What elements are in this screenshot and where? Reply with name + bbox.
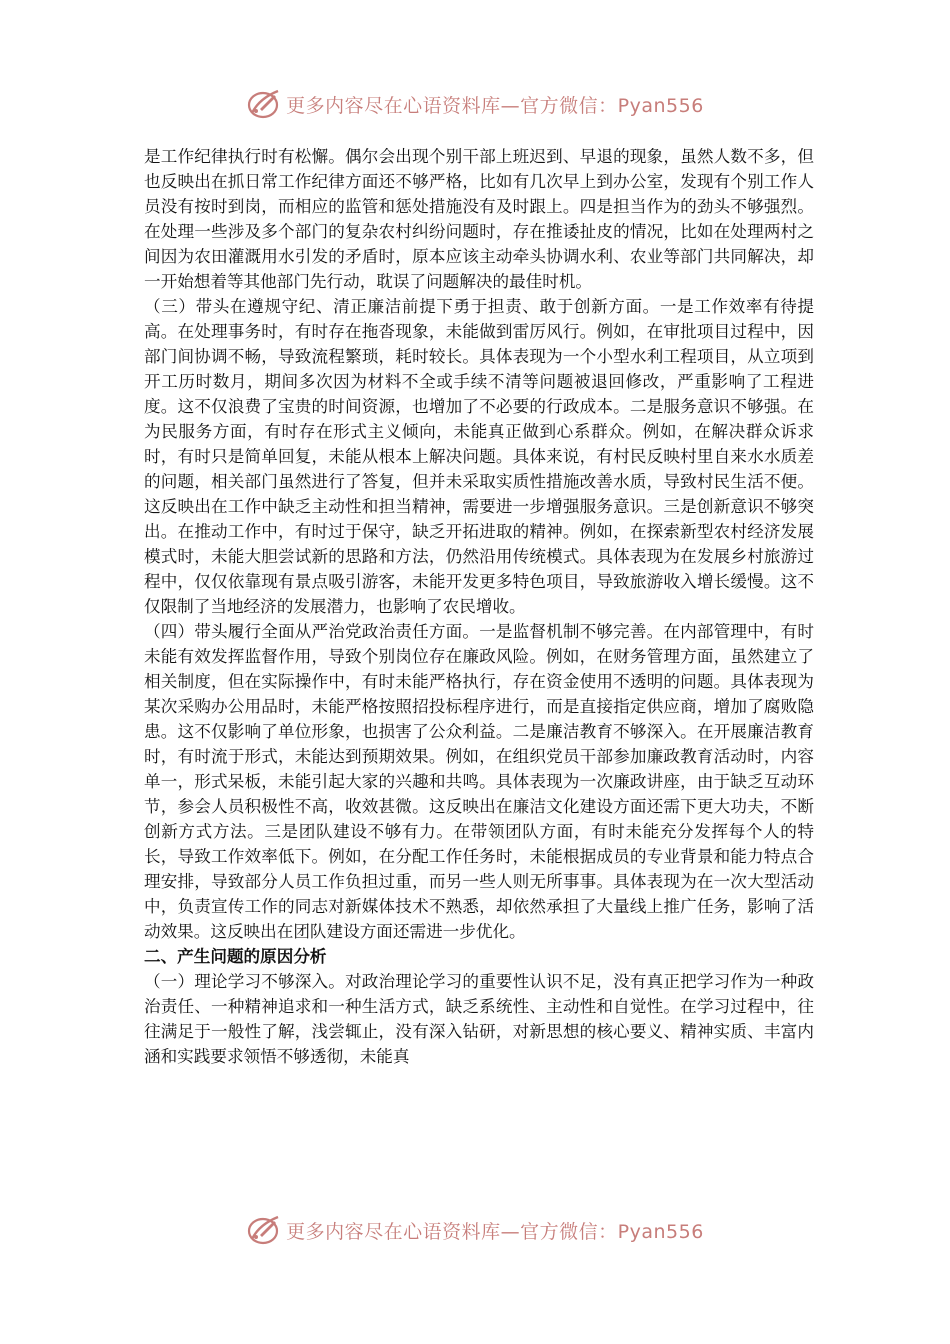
section-heading: 二、产生问题的原因分析 <box>144 946 327 966</box>
document-body <box>144 144 814 1069</box>
pen-swirl-logo-icon <box>246 87 282 121</box>
pen-swirl-logo-icon <box>246 1213 282 1247</box>
watermark-banner-bottom <box>0 1210 950 1250</box>
watermark-text: 更多内容尽在心语资料库—官方微信：Pyan556 <box>286 1220 704 1243</box>
watermark-banner-top <box>0 84 950 124</box>
watermark-text: 更多内容尽在心语资料库—官方微信：Pyan556 <box>286 94 704 117</box>
body-paragraph: （四）带头履行全面从严治党政治责任方面。一是监督机制不够完善。在内部管理中，有时未能有效发挥监督作用，导致个别岗位存在廉政风险。例如，在财务管理方面，虽然建立了相关制度，但在实际操作中，有时未能严格执行，存在资金使用不透明的问题。具体表现为某次采购办公用品时，未能严格按照招投标程序进行，而是直接指定供应商，增加了腐败隐患。这不仅影响了单位形象，也损害了公众利益。二是廉洁教育不够深入。在开展廉洁教育时，有时流于形式，未能达到预期效果。例如，在组织党员干部参加廉政教育活动时，内容单一，形式呆板，未能引起大家的兴趣和共鸣。具体表现为一次廉政讲座，由于缺乏互动环节，参会人员积极性不高，收效甚微。这反映出在廉洁文化建设方面还需下更大功夫，不断创新方式方法。三是团队建设不够有力。在带领团队方面，有时未能充分发挥每个人的特长，导致工作效率低下。例如，在分配工作任务时，未能根据成员的专业背景和能力特点合理安排，导致部分人员工作负担过重，而另一些人则无所事事。具体表现为在一次大型活动中，负责宣传工作的同志对新媒体技术不熟悉，却依然承担了大量线上推广任务，影响了活动效果。这反映出在团队建设方面还需进一步优化。 <box>144 622 814 941</box>
body-paragraph: 是工作纪律执行时有松懈。偶尔会出现个别干部上班迟到、早退的现象，虽然人数不多，但也反映出在抓日常工作纪律方面还不够严格，比如有几次早上到办公室，发现有个别工作人员没有按时到岗，而相应的监管和惩处措施没有及时跟上。四是担当作为的劲头不够强烈。在处理一些涉及多个部门的复杂农村纠纷问题时，存在推诿扯皮的情况，比如在处理两村之间因为农田灌溉用水引发的矛盾时，原本应该主动牵头协调水利、农业等部门共同解决，却一开始想着等其他部门先行动，耽误了问题解决的最佳时机。 <box>144 147 814 291</box>
body-paragraph: （一）理论学习不够深入。对政治理论学习的重要性认识不足，没有真正把学习作为一种政治责任、一种精神追求和一种生活方式，缺乏系统性、主动性和自觉性。在学习过程中，往往满足于一般性了解，浅尝辄止，没有深入钻研，对新思想的核心要义、精神实质、丰富内涵和实践要求领悟不够透彻，未能真 <box>144 972 814 1066</box>
body-paragraph: （三）带头在遵规守纪、清正廉洁前提下勇于担责、敢于创新方面。一是工作效率有待提高。在处理事务时，有时存在拖沓现象，未能做到雷厉风行。例如，在审批项目过程中，因部门间协调不畅，导致流程繁琐，耗时较长。具体表现为一个小型水利工程项目，从立项到开工历时数月，期间多次因为材料不全或手续不清等问题被退回修改，严重影响了工程进度。这不仅浪费了宝贵的时间资源，也增加了不必要的行政成本。二是服务意识不够强。在为民服务方面，有时存在形式主义倾向，未能真正做到心系群众。例如，在解决群众诉求时，有时只是简单回复，未能从根本上解决问题。具体来说，有村民反映村里自来水水质差的问题，相关部门虽然进行了答复，但并未采取实质性措施改善水质，导致村民生活不便。这反映出在工作中缺乏主动性和担当精神，需要进一步增强服务意识。三是创新意识不够突出。在推动工作中，有时过于保守，缺乏开拓进取的精神。例如，在探索新型农村经济发展模式时，未能大胆尝试新的思路和方法，仍然沿用传统模式。具体表现为在发展乡村旅游过程中，仅仅依靠现有景点吸引游客，未能开发更多特色项目，导致旅游收入增长缓慢。这不仅限制了当地经济的发展潜力，也影响了农民增收。 <box>144 297 814 616</box>
